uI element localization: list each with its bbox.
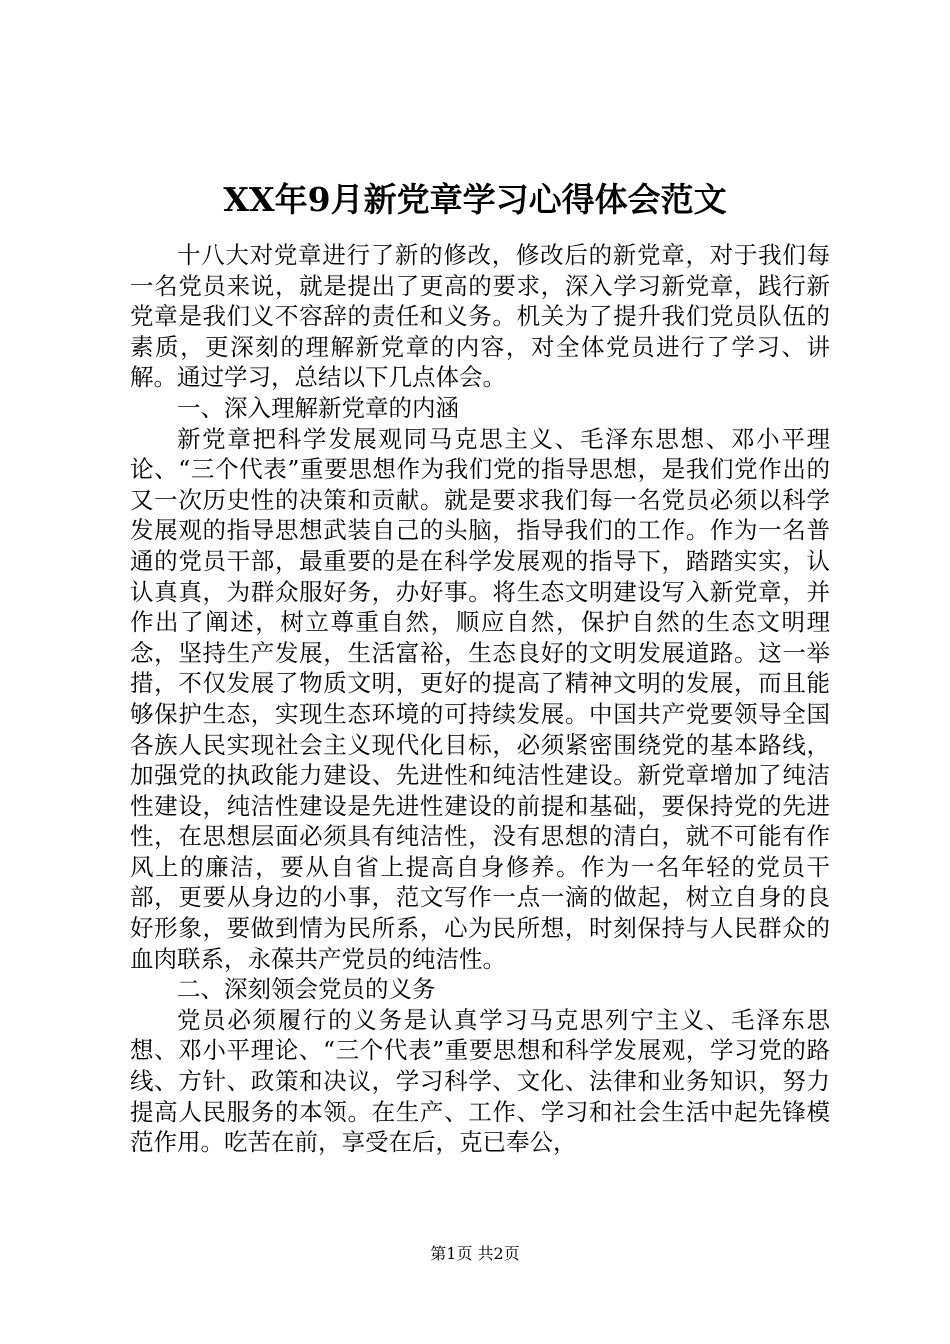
- section-2-paragraph: 党员必须履行的义务是认真学习马克思列宁主义、毛泽东思想、邓小平理论、“三个代表”重要思想和科学发展观，学习党的路线、方针、政策和决议，学习科学、文化、法律和业务知识，努力提高人民服务的本领。在生产、工作、学习和社会生活中起先锋模范作用。吃苦在前，享受在后，克已奉公，: [130, 1005, 830, 1157]
- document-body: [130, 240, 830, 1158]
- intro-paragraph: 十八大对党章进行了新的修改，修改后的新党章，对于我们每一名党员来说，就是提出了更高的要求，深入学习新党章，践行新党章是我们义不容辞的责任和义务。机关为了提升我们党员队伍的素质，更深刻的理解新党章的内容，对全体党员进行了学习、讲解。通过学习，总结以下几点体会。: [130, 241, 830, 392]
- page-number-footer: 第1页 共2页: [430, 1244, 520, 1263]
- section-heading-2: 二、深刻领会党员的义务: [177, 975, 436, 1004]
- document-title: XX年9月新党章学习心得体会范文: [223, 180, 727, 219]
- section-heading-1: 一、深入理解新党章的内涵: [177, 393, 459, 422]
- section-1-paragraph: 新党章把科学发展观同马克思主义、毛泽东思想、邓小平理论、“三个代表”重要思想作为我们党的指导思想，是我们党作出的又一次历史性的决策和贡献。就是要求我们每一名党员必须以科学发展观的指导思想武装自己的头脑，指导我们的工作。作为一名普通的党员干部，最重要的是在科学发展观的指导下，踏踏实实，认认真真，为群众服好务，办好事。将生态文明建设写入新党章，并作出了阐述，树立尊重自然，顺应自然，保护自然的生态文明理念，坚持生产发展，生活富裕，生态良好的文明发展道路。这一举措，不仅发展了物质文明，更好的提高了精神文明的发展，而且能够保护生态，实现生态环境的可持续发展。中国共产党要领导全国各族人民实现社会主义现代化目标，必须紧密围绕党的基本路线，加强党的执政能力建设、先进性和纯洁性建设。新党章增加了纯洁性建设，纯洁性建设是先进性建设的前提和基础，要保持党的先进性，在思想层面必须具有纯洁性，没有思想的清白，就不可能有作风上的廉洁，要从自省上提高自身修养。作为一名年轻的党员干部，更要从身边的小事，范文写作一点一滴的做起，树立自身的良好形象，要做到情为民所系，心为民所想，时刻保持与人民群众的血肉联系，永葆共产党员的纯洁性。: [130, 424, 830, 973]
